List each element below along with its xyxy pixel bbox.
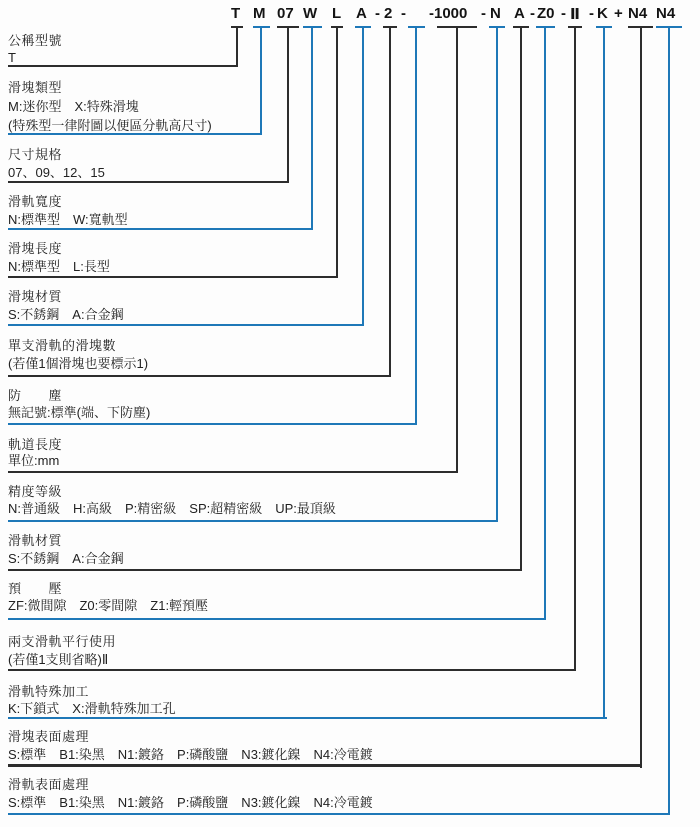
section-accuracy-grade-content: N:普通級 H:高級 P:精密級 SP:超精密級 UP:最頂級: [8, 501, 336, 516]
connector-rail-width: [311, 28, 313, 230]
section-block-count-title: 單支滑軌的滑塊數: [8, 338, 117, 353]
underline-preload: [8, 618, 546, 620]
section-block-type-title: 滑塊類型: [8, 80, 63, 95]
code-parallel-rails: Ⅱ: [570, 6, 580, 23]
underline-rail-material: [8, 569, 522, 571]
underline-rail-length: [8, 471, 458, 473]
connector-rail-surface: [668, 28, 670, 815]
code-block-type: M: [253, 5, 266, 22]
connector-preload: [544, 28, 546, 620]
section-accuracy-grade-title: 精度等級: [8, 484, 63, 499]
code-rail-width: W: [303, 5, 318, 22]
section-block-surface-treatment-content: S:標準 B1:染黑 N1:鍍鉻 P:磷酸鹽 N3:鍍化鎳 N4:冷電鍍: [8, 747, 373, 762]
section-parallel-rails-title: 兩支滑軌平行使用: [8, 634, 117, 649]
connector-block-type: [260, 28, 262, 135]
code-dash: -: [530, 5, 535, 22]
section-rail-width-title: 滑軌寬度: [8, 194, 63, 209]
section-block-material-title: 滑塊材質: [8, 289, 63, 304]
code-block-material: A: [356, 5, 367, 22]
section-block-length-content: N:標準型 L:長型: [8, 259, 110, 274]
code-block-count: 2: [384, 5, 393, 22]
code-dash: -: [401, 5, 406, 22]
underline-dust-protection: [8, 423, 417, 425]
code-block-surface: N4: [628, 5, 648, 22]
underline-block-length: [8, 276, 338, 278]
code-dash: -: [561, 5, 566, 22]
connector-rail-length: [456, 28, 458, 473]
section-block-type-note: (特殊型一律附圖以便區分軌高尺寸): [8, 118, 212, 133]
section-block-length-title: 滑塊長度: [8, 241, 63, 256]
connector-accuracy-grade: [496, 28, 498, 522]
code-dash: -: [589, 5, 594, 22]
code-nominal-model: T: [231, 5, 241, 22]
underline-block-surface-treatment: [8, 764, 642, 767]
section-special-machining-title: 滑軌特殊加工: [8, 684, 90, 699]
underline-rail-width: [8, 228, 313, 230]
underline-size: [8, 181, 289, 183]
code-special-machining: K: [597, 5, 608, 22]
section-block-type-content: M:迷你型 X:特殊滑塊: [8, 99, 139, 114]
underline-special-machining: [8, 717, 607, 719]
section-rail-length-title: 軌道長度: [8, 437, 63, 452]
underline-block-count: [8, 375, 391, 377]
section-nominal-model-title: 公稱型號: [8, 33, 63, 48]
connector-special-machining: [603, 28, 605, 719]
code-dash: -: [375, 5, 380, 22]
connector-parallel-rails: [574, 28, 576, 671]
connector-nominal-model: [236, 28, 238, 67]
code-dash: -: [481, 5, 486, 22]
section-size-content: 07、09、12、15: [8, 165, 105, 180]
section-rail-surface-treatment-content: S:標準 B1:染黑 N1:鍍鉻 P:磷酸鹽 N3:鍍化鎳 N4:冷電鍍: [8, 795, 373, 810]
underline-accuracy-grade: [8, 520, 498, 522]
underline-parallel-rails: [8, 669, 576, 671]
connector-rail-material: [520, 28, 522, 571]
underline-rail-surface-treatment: [8, 813, 670, 815]
underline-block-type: [8, 133, 262, 135]
section-rail-length-content: 單位:mm: [8, 453, 60, 468]
code-rail-surface: N4: [656, 5, 676, 22]
section-rail-width-content: N:標準型 W:寬軌型: [8, 212, 128, 227]
section-dust-protection-title: 防 塵: [8, 388, 63, 403]
section-dust-protection-content: 無記號:標準(端、下防塵): [8, 405, 151, 420]
code-rail-material: A: [514, 5, 525, 22]
section-block-material-content: S:不銹鋼 A:合金鋼: [8, 307, 124, 322]
connector-block-length: [336, 28, 338, 278]
section-preload-title: 預 壓: [8, 581, 63, 596]
section-block-count-content: (若僅1個滑塊也要標示1): [8, 356, 149, 371]
section-rail-material-title: 滑軌材質: [8, 533, 63, 548]
section-rail-material-content: S:不銹鋼 A:合金鋼: [8, 551, 124, 566]
section-size-title: 尺寸規格: [8, 147, 63, 162]
code-preload: Z0: [537, 5, 555, 22]
connector-block-surface: [640, 28, 642, 768]
section-special-machining-content: K:下鎖式 X:滑軌特殊加工孔: [8, 701, 176, 716]
connector-dust-protection: [415, 28, 417, 425]
section-parallel-rails-content: (若僅1支則省略)Ⅱ: [8, 652, 109, 667]
section-preload-content: ZF:微間隙 Z0:零間隙 Z1:輕預壓: [8, 598, 209, 613]
section-nominal-model-content: T: [8, 50, 16, 65]
underline-block-material: [8, 324, 364, 326]
connector-block-material: [362, 28, 364, 326]
code-accuracy-grade: N: [490, 5, 501, 22]
connector-size: [287, 28, 289, 183]
code-rail-length: -1000: [429, 5, 468, 22]
section-block-surface-treatment-title: 滑塊表面處理: [8, 729, 90, 744]
underline-nominal-model: [8, 65, 238, 67]
code-size: 07: [277, 5, 294, 22]
code-plus: +: [614, 5, 623, 22]
connector-block-count: [389, 28, 391, 377]
section-rail-surface-treatment-title: 滑軌表面處理: [8, 777, 90, 792]
code-block-length: L: [332, 5, 342, 22]
